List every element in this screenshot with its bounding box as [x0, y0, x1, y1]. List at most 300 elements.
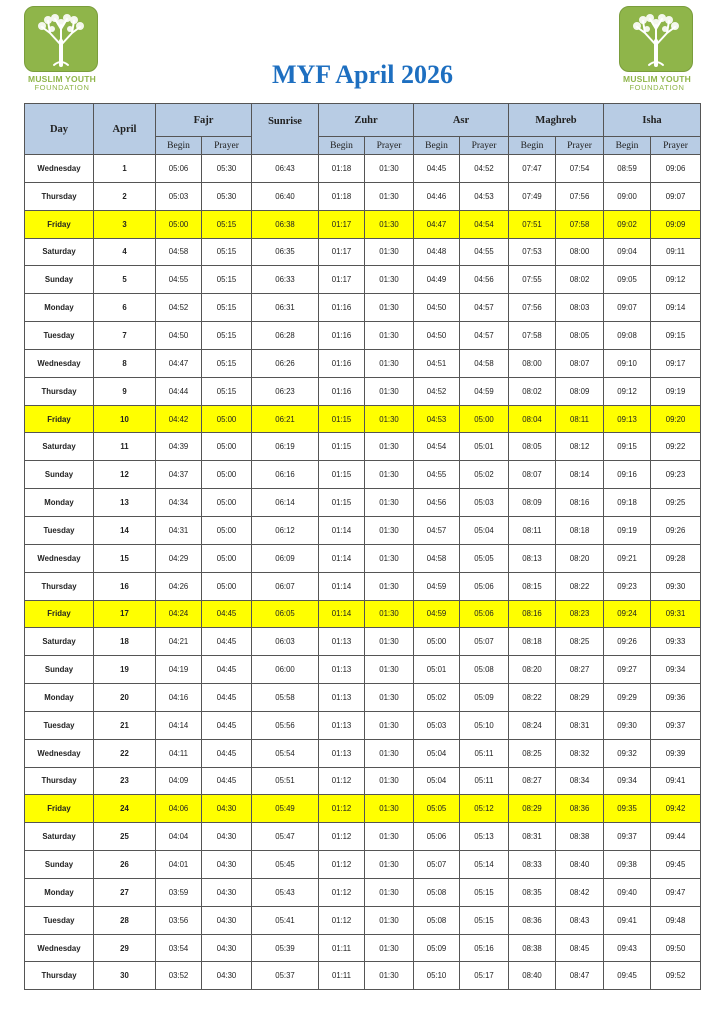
- date-cell: 19: [94, 656, 156, 684]
- sunrise-cell: 05:43: [252, 878, 319, 906]
- fajr-prayer-cell: 04:30: [202, 795, 252, 823]
- isha-begin-cell: 09:24: [604, 600, 651, 628]
- fajr-prayer-cell: 04:45: [202, 684, 252, 712]
- fajr-begin-cell: 04:34: [156, 489, 202, 517]
- zuhr-prayer-cell: 01:30: [365, 934, 414, 962]
- date-cell: 29: [94, 934, 156, 962]
- zuhr-begin-cell: 01:14: [319, 516, 365, 544]
- day-cell: Friday: [25, 795, 94, 823]
- fajr-prayer-cell: 05:15: [202, 322, 252, 350]
- isha-prayer-cell: 09:14: [651, 294, 701, 322]
- day-cell: Tuesday: [25, 906, 94, 934]
- table-row: [25, 349, 701, 377]
- isha-prayer-cell: 09:52: [651, 962, 701, 990]
- isha-begin-cell: 09:02: [604, 210, 651, 238]
- isha-prayer-cell: 09:50: [651, 934, 701, 962]
- brand-sub: FOUNDATION: [34, 83, 90, 92]
- sunrise-cell: 06:09: [252, 544, 319, 572]
- zuhr-prayer-cell: 01:30: [365, 516, 414, 544]
- fajr-prayer-cell: 05:15: [202, 238, 252, 266]
- sunrise-cell: 05:47: [252, 823, 319, 851]
- sunrise-cell: 06:28: [252, 322, 319, 350]
- day-cell: Saturday: [25, 238, 94, 266]
- asr-begin-cell: 04:56: [414, 489, 460, 517]
- fajr-prayer-cell: 04:45: [202, 739, 252, 767]
- prayer-timetable: [24, 103, 701, 990]
- sunrise-cell: 05:56: [252, 711, 319, 739]
- sunrise-cell: 06:26: [252, 349, 319, 377]
- zuhr-begin-cell: 01:18: [319, 155, 365, 183]
- maghreb-prayer-cell: 08:25: [556, 628, 604, 656]
- maghreb-begin-cell: 08:07: [509, 461, 556, 489]
- table-row: [25, 377, 701, 405]
- asr-prayer-cell: 05:07: [460, 628, 509, 656]
- table-row: [25, 767, 701, 795]
- asr-begin-cell: 04:48: [414, 238, 460, 266]
- fajr-prayer-cell: 05:30: [202, 155, 252, 183]
- isha-prayer-cell: 09:11: [651, 238, 701, 266]
- asr-begin-cell: 04:51: [414, 349, 460, 377]
- maghreb-prayer-cell: 08:45: [556, 934, 604, 962]
- isha-begin-cell: 09:32: [604, 739, 651, 767]
- fajr-prayer-cell: 04:30: [202, 962, 252, 990]
- sunrise-cell: 05:54: [252, 739, 319, 767]
- fajr-prayer-cell: 04:30: [202, 823, 252, 851]
- sunrise-cell: 05:41: [252, 906, 319, 934]
- table-row: [25, 294, 701, 322]
- fajr-begin-cell: 04:52: [156, 294, 202, 322]
- asr-begin-cell: 05:09: [414, 934, 460, 962]
- isha-begin-cell: 09:43: [604, 934, 651, 962]
- day-cell: Wednesday: [25, 934, 94, 962]
- maghreb-prayer-cell: 08:38: [556, 823, 604, 851]
- fajr-begin-cell: 04:09: [156, 767, 202, 795]
- asr-begin-cell: 04:50: [414, 294, 460, 322]
- asr-prayer-cell: 04:57: [460, 294, 509, 322]
- zuhr-prayer-cell: 01:30: [365, 294, 414, 322]
- asr-begin-cell: 04:58: [414, 544, 460, 572]
- asr-prayer-cell: 04:54: [460, 210, 509, 238]
- asr-prayer-cell: 05:08: [460, 656, 509, 684]
- maghreb-begin-cell: 08:15: [509, 572, 556, 600]
- asr-begin-cell: 05:10: [414, 962, 460, 990]
- date-cell: 1: [94, 155, 156, 183]
- asr-begin-cell: 05:08: [414, 878, 460, 906]
- brand-name: MUSLIM YOUTH: [28, 74, 96, 84]
- isha-prayer-cell: 09:09: [651, 210, 701, 238]
- asr-begin-cell: 05:08: [414, 906, 460, 934]
- maghreb-begin-cell: 08:22: [509, 684, 556, 712]
- fajr-begin-cell: 04:14: [156, 711, 202, 739]
- zuhr-prayer-cell: 01:30: [365, 851, 414, 879]
- maghreb-begin-cell: 08:25: [509, 739, 556, 767]
- day-cell: Thursday: [25, 377, 94, 405]
- zuhr-prayer-cell: 01:30: [365, 461, 414, 489]
- isha-prayer-cell: 09:25: [651, 489, 701, 517]
- zuhr-prayer-cell: 01:30: [365, 489, 414, 517]
- maghreb-prayer-cell: 08:00: [556, 238, 604, 266]
- isha-prayer-cell: 09:23: [651, 461, 701, 489]
- day-cell: Saturday: [25, 433, 94, 461]
- zuhr-prayer-cell: 01:30: [365, 238, 414, 266]
- maghreb-begin-cell: 08:36: [509, 906, 556, 934]
- maghreb-begin-cell: 08:35: [509, 878, 556, 906]
- zuhr-prayer-cell: 01:30: [365, 795, 414, 823]
- brand-sub: FOUNDATION: [629, 83, 685, 92]
- maghreb-begin-cell: 08:11: [509, 516, 556, 544]
- fajr-prayer-cell: 05:15: [202, 294, 252, 322]
- zuhr-begin-cell: 01:16: [319, 377, 365, 405]
- maghreb-begin-cell: 08:29: [509, 795, 556, 823]
- maghreb-prayer-cell: 08:18: [556, 516, 604, 544]
- asr-prayer-cell: 05:17: [460, 962, 509, 990]
- isha-begin-cell: 09:04: [604, 238, 651, 266]
- zuhr-begin-cell: 01:14: [319, 544, 365, 572]
- day-cell: Thursday: [25, 572, 94, 600]
- table-row: [25, 795, 701, 823]
- fajr-prayer-cell: 05:00: [202, 461, 252, 489]
- date-cell: 11: [94, 433, 156, 461]
- table-row: [25, 684, 701, 712]
- fajr-begin-cell: 04:37: [156, 461, 202, 489]
- zuhr-begin-cell: 01:12: [319, 851, 365, 879]
- header-day: Day: [25, 104, 94, 155]
- asr-begin-cell: 05:02: [414, 684, 460, 712]
- zuhr-prayer-cell: 01:30: [365, 572, 414, 600]
- zuhr-begin-cell: 01:12: [319, 795, 365, 823]
- asr-prayer-cell: 05:05: [460, 544, 509, 572]
- day-cell: Sunday: [25, 461, 94, 489]
- isha-prayer-cell: 09:36: [651, 684, 701, 712]
- fajr-prayer-cell: 05:00: [202, 572, 252, 600]
- isha-prayer-cell: 09:34: [651, 656, 701, 684]
- zuhr-prayer-cell: 01:30: [365, 210, 414, 238]
- fajr-begin-cell: 04:16: [156, 684, 202, 712]
- maghreb-begin-cell: 08:04: [509, 405, 556, 433]
- zuhr-prayer-cell: 01:30: [365, 544, 414, 572]
- subheader-prayer: Prayer: [460, 137, 509, 155]
- zuhr-begin-cell: 01:16: [319, 322, 365, 350]
- date-cell: 13: [94, 489, 156, 517]
- isha-begin-cell: 09:07: [604, 294, 651, 322]
- day-cell: Thursday: [25, 767, 94, 795]
- zuhr-prayer-cell: 01:30: [365, 433, 414, 461]
- asr-begin-cell: 04:52: [414, 377, 460, 405]
- asr-prayer-cell: 04:59: [460, 377, 509, 405]
- asr-prayer-cell: 05:12: [460, 795, 509, 823]
- table-row: [25, 628, 701, 656]
- subheader-prayer: Prayer: [365, 137, 414, 155]
- sunrise-cell: 05:45: [252, 851, 319, 879]
- maghreb-prayer-cell: 07:54: [556, 155, 604, 183]
- fajr-begin-cell: 04:11: [156, 739, 202, 767]
- maghreb-begin-cell: 07:51: [509, 210, 556, 238]
- asr-begin-cell: 05:05: [414, 795, 460, 823]
- zuhr-begin-cell: 01:14: [319, 600, 365, 628]
- fajr-prayer-cell: 04:30: [202, 851, 252, 879]
- fajr-begin-cell: 03:56: [156, 906, 202, 934]
- isha-begin-cell: 09:29: [604, 684, 651, 712]
- sunrise-cell: 06:23: [252, 377, 319, 405]
- zuhr-prayer-cell: 01:30: [365, 962, 414, 990]
- maghreb-begin-cell: 08:02: [509, 377, 556, 405]
- maghreb-prayer-cell: 07:56: [556, 182, 604, 210]
- zuhr-begin-cell: 01:13: [319, 739, 365, 767]
- day-cell: Sunday: [25, 266, 94, 294]
- subheader-begin: Begin: [604, 137, 651, 155]
- zuhr-begin-cell: 01:18: [319, 182, 365, 210]
- isha-begin-cell: 09:00: [604, 182, 651, 210]
- zuhr-begin-cell: 01:17: [319, 266, 365, 294]
- zuhr-begin-cell: 01:12: [319, 878, 365, 906]
- sunrise-cell: 06:03: [252, 628, 319, 656]
- isha-prayer-cell: 09:06: [651, 155, 701, 183]
- zuhr-begin-cell: 01:15: [319, 461, 365, 489]
- header-date: April: [94, 104, 156, 155]
- maghreb-begin-cell: 08:27: [509, 767, 556, 795]
- header-zuhr: Zuhr: [319, 104, 414, 137]
- fajr-begin-cell: 03:59: [156, 878, 202, 906]
- maghreb-prayer-cell: 08:40: [556, 851, 604, 879]
- asr-begin-cell: 05:01: [414, 656, 460, 684]
- asr-begin-cell: 05:00: [414, 628, 460, 656]
- day-cell: Sunday: [25, 851, 94, 879]
- table-row: [25, 962, 701, 990]
- day-cell: Monday: [25, 294, 94, 322]
- isha-begin-cell: 09:08: [604, 322, 651, 350]
- date-cell: 18: [94, 628, 156, 656]
- sunrise-cell: 06:00: [252, 656, 319, 684]
- sunrise-cell: 06:33: [252, 266, 319, 294]
- sunrise-cell: 06:07: [252, 572, 319, 600]
- maghreb-begin-cell: 08:09: [509, 489, 556, 517]
- maghreb-prayer-cell: 08:05: [556, 322, 604, 350]
- sunrise-cell: 06:31: [252, 294, 319, 322]
- fajr-begin-cell: 04:55: [156, 266, 202, 294]
- isha-begin-cell: 09:23: [604, 572, 651, 600]
- isha-begin-cell: 09:38: [604, 851, 651, 879]
- fajr-prayer-cell: 04:30: [202, 878, 252, 906]
- asr-begin-cell: 04:49: [414, 266, 460, 294]
- day-cell: Tuesday: [25, 322, 94, 350]
- fajr-prayer-cell: 05:30: [202, 182, 252, 210]
- isha-begin-cell: 09:30: [604, 711, 651, 739]
- isha-begin-cell: 09:15: [604, 433, 651, 461]
- date-cell: 17: [94, 600, 156, 628]
- zuhr-begin-cell: 01:11: [319, 934, 365, 962]
- fajr-prayer-cell: 05:00: [202, 433, 252, 461]
- isha-begin-cell: 09:45: [604, 962, 651, 990]
- table-row: [25, 878, 701, 906]
- zuhr-prayer-cell: 01:30: [365, 405, 414, 433]
- fajr-prayer-cell: 04:30: [202, 906, 252, 934]
- asr-prayer-cell: 05:09: [460, 684, 509, 712]
- asr-prayer-cell: 05:15: [460, 906, 509, 934]
- zuhr-prayer-cell: 01:30: [365, 377, 414, 405]
- day-cell: Friday: [25, 405, 94, 433]
- date-cell: 14: [94, 516, 156, 544]
- date-cell: 24: [94, 795, 156, 823]
- maghreb-prayer-cell: 08:22: [556, 572, 604, 600]
- maghreb-prayer-cell: 08:27: [556, 656, 604, 684]
- subheader-begin: Begin: [156, 137, 202, 155]
- isha-prayer-cell: 09:47: [651, 878, 701, 906]
- subheader-begin: Begin: [509, 137, 556, 155]
- maghreb-prayer-cell: 08:16: [556, 489, 604, 517]
- zuhr-begin-cell: 01:13: [319, 684, 365, 712]
- table-row: [25, 489, 701, 517]
- asr-prayer-cell: 05:04: [460, 516, 509, 544]
- sunrise-cell: 06:21: [252, 405, 319, 433]
- page-title: MYF April 2026: [271, 60, 454, 89]
- maghreb-begin-cell: 08:33: [509, 851, 556, 879]
- header-sunrise: Sunrise: [252, 104, 319, 155]
- fajr-prayer-cell: 04:45: [202, 767, 252, 795]
- asr-prayer-cell: 05:01: [460, 433, 509, 461]
- maghreb-prayer-cell: 08:32: [556, 739, 604, 767]
- zuhr-begin-cell: 01:14: [319, 572, 365, 600]
- asr-begin-cell: 05:06: [414, 823, 460, 851]
- asr-prayer-cell: 04:56: [460, 266, 509, 294]
- asr-prayer-cell: 05:11: [460, 767, 509, 795]
- asr-prayer-cell: 05:10: [460, 711, 509, 739]
- isha-prayer-cell: 09:31: [651, 600, 701, 628]
- isha-prayer-cell: 09:15: [651, 322, 701, 350]
- date-cell: 4: [94, 238, 156, 266]
- sunrise-cell: 06:43: [252, 155, 319, 183]
- day-cell: Monday: [25, 489, 94, 517]
- zuhr-begin-cell: 01:13: [319, 628, 365, 656]
- fajr-prayer-cell: 04:30: [202, 934, 252, 962]
- asr-prayer-cell: 04:58: [460, 349, 509, 377]
- fajr-prayer-cell: 05:15: [202, 377, 252, 405]
- day-cell: Tuesday: [25, 711, 94, 739]
- asr-begin-cell: 04:45: [414, 155, 460, 183]
- maghreb-begin-cell: 08:13: [509, 544, 556, 572]
- isha-prayer-cell: 09:45: [651, 851, 701, 879]
- asr-prayer-cell: 05:06: [460, 600, 509, 628]
- asr-begin-cell: 04:53: [414, 405, 460, 433]
- asr-begin-cell: 04:59: [414, 600, 460, 628]
- asr-prayer-cell: 04:52: [460, 155, 509, 183]
- table-row: [25, 405, 701, 433]
- maghreb-begin-cell: 08:40: [509, 962, 556, 990]
- day-cell: Monday: [25, 878, 94, 906]
- fajr-begin-cell: 04:21: [156, 628, 202, 656]
- sunrise-cell: 06:19: [252, 433, 319, 461]
- fajr-begin-cell: 04:39: [156, 433, 202, 461]
- maghreb-begin-cell: 07:55: [509, 266, 556, 294]
- maghreb-prayer-cell: 08:43: [556, 906, 604, 934]
- maghreb-prayer-cell: 08:34: [556, 767, 604, 795]
- table-row: [25, 155, 701, 183]
- asr-begin-cell: 04:59: [414, 572, 460, 600]
- zuhr-prayer-cell: 01:30: [365, 600, 414, 628]
- date-cell: 16: [94, 572, 156, 600]
- day-cell: Saturday: [25, 628, 94, 656]
- header-fajr: Fajr: [156, 104, 252, 137]
- asr-prayer-cell: 05:16: [460, 934, 509, 962]
- sunrise-cell: 06:38: [252, 210, 319, 238]
- day-cell: Wednesday: [25, 349, 94, 377]
- asr-prayer-cell: 05:13: [460, 823, 509, 851]
- table-row: [25, 600, 701, 628]
- zuhr-prayer-cell: 01:30: [365, 739, 414, 767]
- maghreb-begin-cell: 08:18: [509, 628, 556, 656]
- zuhr-prayer-cell: 01:30: [365, 155, 414, 183]
- zuhr-begin-cell: 01:16: [319, 294, 365, 322]
- table-row: [25, 823, 701, 851]
- fajr-begin-cell: 04:19: [156, 656, 202, 684]
- asr-prayer-cell: 05:00: [460, 405, 509, 433]
- fajr-begin-cell: 05:00: [156, 210, 202, 238]
- asr-begin-cell: 05:07: [414, 851, 460, 879]
- asr-prayer-cell: 04:55: [460, 238, 509, 266]
- fajr-prayer-cell: 05:00: [202, 544, 252, 572]
- day-cell: Friday: [25, 600, 94, 628]
- asr-begin-cell: 04:50: [414, 322, 460, 350]
- zuhr-begin-cell: 01:16: [319, 349, 365, 377]
- zuhr-prayer-cell: 01:30: [365, 628, 414, 656]
- zuhr-begin-cell: 01:15: [319, 489, 365, 517]
- date-cell: 2: [94, 182, 156, 210]
- maghreb-prayer-cell: 08:20: [556, 544, 604, 572]
- maghreb-prayer-cell: 08:47: [556, 962, 604, 990]
- date-cell: 20: [94, 684, 156, 712]
- fajr-begin-cell: 05:06: [156, 155, 202, 183]
- fajr-begin-cell: 04:01: [156, 851, 202, 879]
- asr-prayer-cell: 05:14: [460, 851, 509, 879]
- asr-begin-cell: 04:55: [414, 461, 460, 489]
- maghreb-begin-cell: 08:16: [509, 600, 556, 628]
- day-cell: Tuesday: [25, 516, 94, 544]
- zuhr-prayer-cell: 01:30: [365, 656, 414, 684]
- subheader-prayer: Prayer: [651, 137, 701, 155]
- isha-prayer-cell: 09:19: [651, 377, 701, 405]
- sunrise-cell: 06:35: [252, 238, 319, 266]
- sunrise-cell: 06:16: [252, 461, 319, 489]
- isha-prayer-cell: 09:07: [651, 182, 701, 210]
- day-cell: Friday: [25, 210, 94, 238]
- maghreb-begin-cell: 08:00: [509, 349, 556, 377]
- sunrise-cell: 06:12: [252, 516, 319, 544]
- isha-prayer-cell: 09:48: [651, 906, 701, 934]
- fajr-begin-cell: 03:54: [156, 934, 202, 962]
- zuhr-begin-cell: 01:17: [319, 210, 365, 238]
- maghreb-prayer-cell: 08:02: [556, 266, 604, 294]
- day-cell: Thursday: [25, 182, 94, 210]
- date-cell: 15: [94, 544, 156, 572]
- fajr-begin-cell: 04:26: [156, 572, 202, 600]
- isha-begin-cell: 09:34: [604, 767, 651, 795]
- zuhr-begin-cell: 01:12: [319, 823, 365, 851]
- isha-begin-cell: 09:41: [604, 906, 651, 934]
- maghreb-prayer-cell: 07:58: [556, 210, 604, 238]
- asr-begin-cell: 04:54: [414, 433, 460, 461]
- subheader-prayer: Prayer: [556, 137, 604, 155]
- asr-begin-cell: 04:57: [414, 516, 460, 544]
- subheader-prayer: Prayer: [202, 137, 252, 155]
- fajr-prayer-cell: 04:45: [202, 656, 252, 684]
- fajr-begin-cell: 04:06: [156, 795, 202, 823]
- zuhr-prayer-cell: 01:30: [365, 823, 414, 851]
- table-row: [25, 210, 701, 238]
- table-row: [25, 739, 701, 767]
- day-cell: Wednesday: [25, 544, 94, 572]
- isha-prayer-cell: 09:30: [651, 572, 701, 600]
- header-maghreb: Maghreb: [509, 104, 604, 137]
- isha-prayer-cell: 09:17: [651, 349, 701, 377]
